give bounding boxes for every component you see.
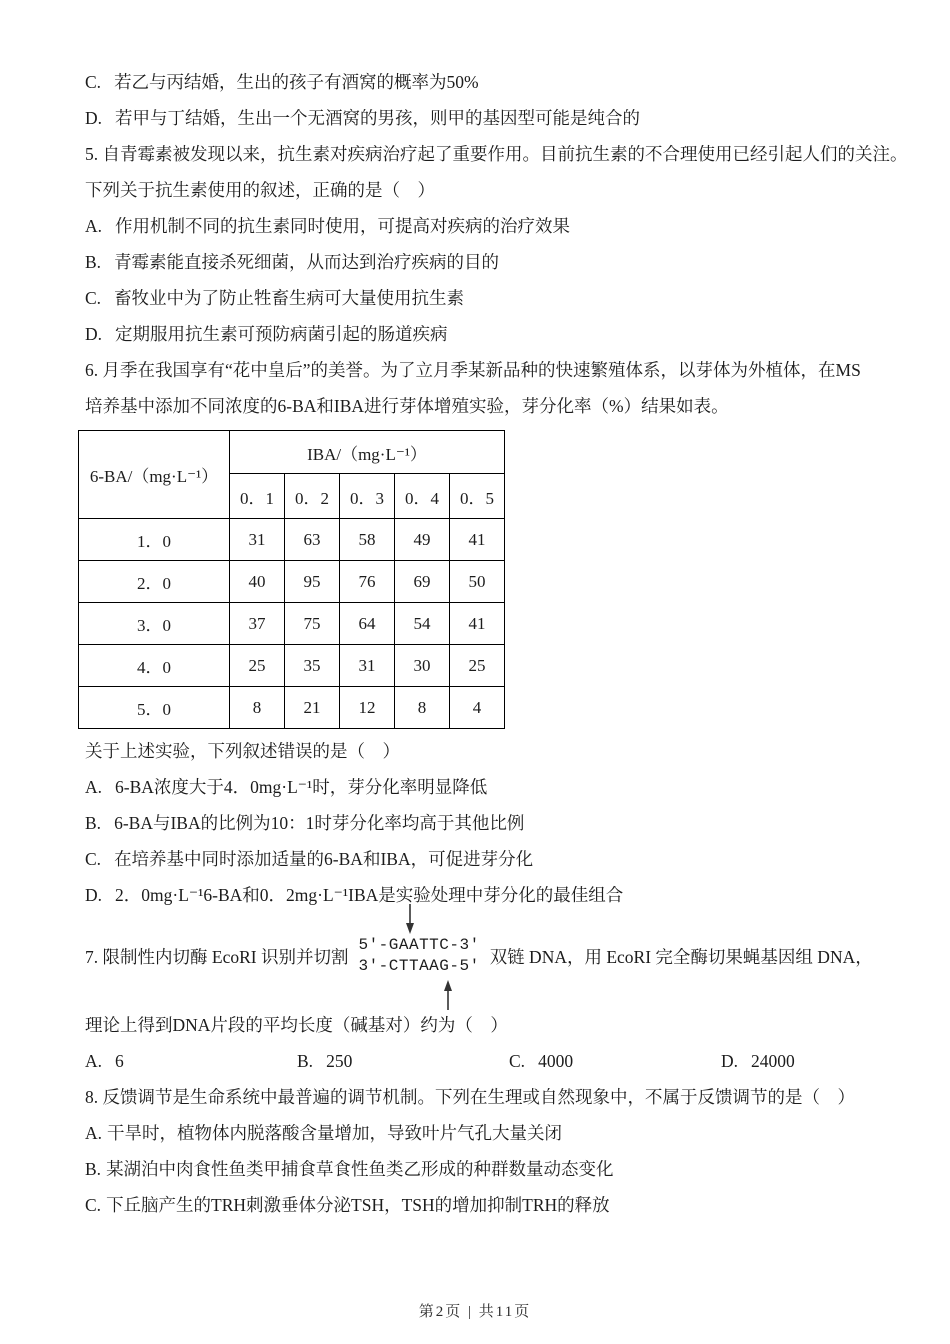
option-label: C. — [509, 1051, 526, 1071]
cut-site-arrow-up-icon — [442, 980, 454, 1010]
page-footer: 第2页 | 共11页 — [418, 1304, 532, 1320]
q8-stem: 8. 反馈调节是生命系统中最普遍的调节机制。下列在生理或自然现象中，不属于反馈调节的是（ ） — [85, 1087, 855, 1107]
q5-option-c — [85, 286, 880, 310]
cell-value: 35 — [285, 645, 340, 687]
option-label: C. — [85, 288, 102, 308]
cell-value: 64 — [340, 603, 395, 645]
option-label: C. — [85, 1195, 102, 1215]
option-text: 250 — [326, 1051, 353, 1071]
q5-stem-line-1: 5. 自青霉素被发现以来，抗生素对疾病治疗起了重要作用。目前抗生素的不合理使用已经引起人们的关注。 — [85, 144, 908, 164]
q6-option-a — [85, 775, 880, 799]
ecori-recognition-site — [358, 935, 479, 977]
table-col-header: 0．2 — [285, 474, 340, 519]
option-label: C. — [85, 72, 102, 92]
cell-value: 50 — [450, 561, 505, 603]
option-label: D. — [721, 1051, 739, 1071]
q5-option-d — [85, 322, 880, 346]
row-label: 4．0 — [79, 645, 230, 687]
row-label: 3．0 — [79, 603, 230, 645]
table-row — [79, 603, 505, 645]
q7-option-c — [509, 1049, 721, 1073]
option-label: D. — [85, 885, 103, 905]
table-col-header: 0．3 — [340, 474, 395, 519]
q7-pre-text: 7. 限制性内切酶 EcoRI 识别并切割 — [85, 946, 349, 967]
q4-option-d — [85, 106, 880, 130]
cell-value: 58 — [340, 519, 395, 561]
option-text: 畜牧业中为了防止牲畜生病可大量使用抗生素 — [114, 288, 465, 308]
row-label: 2．0 — [79, 561, 230, 603]
cut-site-arrow-down-icon — [404, 904, 416, 934]
option-text: 若乙与丙结婚，生出的孩子有酒窝的概率为50% — [114, 72, 479, 92]
dna-bottom-strand: 3′-CTTAAG-5′ — [358, 957, 480, 975]
option-label: B. — [85, 252, 102, 272]
cell-value: 31 — [340, 645, 395, 687]
q6-stem-line-1: 6. 月季在我国享有“花中皇后”的美誉。为了立月季某新品种的快速繁殖体系，以芽体为外植体，在MS — [85, 360, 861, 380]
table-row — [79, 561, 505, 603]
table-col-header: 0．5 — [450, 474, 505, 519]
q7-option-a — [85, 1049, 297, 1073]
q5-option-a — [85, 214, 880, 238]
option-text: 青霉素能直接杀死细菌，从而达到治疗疾病的目的 — [114, 252, 500, 272]
option-text: 若甲与丁结婚，生出一个无酒窝的男孩，则甲的基因型可能是纯合的 — [115, 108, 641, 128]
option-text: 定期服用抗生素可预防病菌引起的肠道疾病 — [115, 324, 448, 344]
cell-value: 12 — [340, 687, 395, 729]
table-row — [79, 687, 505, 729]
table-row — [79, 645, 505, 687]
cell-value: 76 — [340, 561, 395, 603]
cell-value: 41 — [450, 519, 505, 561]
option-label: A. — [85, 777, 103, 797]
option-label: D. — [85, 108, 103, 128]
dna-top-strand: 5′-GAATTC-3′ — [358, 936, 480, 954]
cell-value: 63 — [285, 519, 340, 561]
option-label: A. — [85, 1123, 103, 1143]
q5-option-b — [85, 250, 880, 274]
q8-option-b — [85, 1157, 880, 1181]
table-row-axis-label: 6-BA/（mg·L⁻¹） — [79, 431, 230, 519]
cell-value: 40 — [230, 561, 285, 603]
q6-option-d — [85, 883, 880, 907]
option-text: 6 — [115, 1051, 124, 1071]
option-label: B. — [297, 1051, 314, 1071]
cell-value: 25 — [230, 645, 285, 687]
cell-value: 41 — [450, 603, 505, 645]
cell-value: 75 — [285, 603, 340, 645]
option-label: A. — [85, 1051, 103, 1071]
q7-stem-line-2: 理论上得到DNA片段的平均长度（碱基对）约为（ ） — [85, 1015, 508, 1035]
q7-option-b — [297, 1049, 509, 1073]
cell-value: 8 — [230, 687, 285, 729]
option-label: B. — [85, 1159, 102, 1179]
q8-option-c — [85, 1193, 880, 1217]
cell-value: 37 — [230, 603, 285, 645]
q5-stem-line-2: 下列关于抗生素使用的叙述，正确的是（ ） — [85, 180, 435, 200]
option-text: 6-BA与IBA的比例为10：1时芽分化率均高于其他比例 — [114, 813, 525, 833]
cell-value: 49 — [395, 519, 450, 561]
option-text: 24000 — [751, 1051, 795, 1071]
row-label: 5．0 — [79, 687, 230, 729]
option-text: 下丘脑产生的TRH刺激垂体分泌TSH，TSH的增加抑制TRH的释放 — [106, 1195, 610, 1215]
cell-value: 54 — [395, 603, 450, 645]
cell-value: 8 — [395, 687, 450, 729]
option-text: 在培养基中同时添加适量的6-BA和IBA，可促进芽分化 — [114, 849, 534, 869]
row-label: 1．0 — [79, 519, 230, 561]
q7-option-d — [721, 1049, 795, 1073]
cell-value: 30 — [395, 645, 450, 687]
q7-options-row — [85, 1049, 880, 1073]
q8-option-a — [85, 1121, 880, 1145]
q6-post-table-stem: 关于上述实验，下列叙述错误的是（ ） — [85, 741, 400, 761]
table-col-header: 0．1 — [230, 474, 285, 519]
option-text: 作用机制不同的抗生素同时使用，可提高对疾病的治疗效果 — [115, 216, 571, 236]
q7-post-text: 双链 DNA，用 EcoRI 完全酶切果蝇基因组 DNA， — [489, 946, 873, 967]
cell-value: 69 — [395, 561, 450, 603]
q7-stem-line-1 — [85, 935, 880, 977]
q4-option-c — [85, 70, 880, 94]
shoot-differentiation-table — [78, 430, 505, 729]
cell-value: 4 — [450, 687, 505, 729]
option-label: D. — [85, 324, 103, 344]
q6-option-c — [85, 847, 880, 871]
option-label: C. — [85, 849, 102, 869]
option-text: 2．0mg·L⁻¹6-BA和0．2mg·L⁻¹IBA是实验处理中芽分化的最佳组合 — [115, 885, 624, 905]
cell-value: 25 — [450, 645, 505, 687]
option-text: 6-BA浓度大于4．0mg·L⁻¹时，芽分化率明显降低 — [115, 777, 488, 797]
table-col-axis-label: IBA/（mg·L⁻¹） — [230, 431, 505, 474]
q6-option-b — [85, 811, 880, 835]
option-text: 4000 — [538, 1051, 574, 1071]
option-label: A. — [85, 216, 103, 236]
cell-value: 21 — [285, 687, 340, 729]
option-text: 某湖泊中肉食性鱼类甲捕食草食性鱼类乙形成的种群数量动态变化 — [106, 1159, 614, 1179]
cell-value: 31 — [230, 519, 285, 561]
option-text: 干旱时，植物体内脱落酸含量增加，导致叶片气孔大量关闭 — [107, 1123, 563, 1143]
cell-value: 95 — [285, 561, 340, 603]
table-row — [79, 519, 505, 561]
table-col-header: 0．4 — [395, 474, 450, 519]
option-label: B. — [85, 813, 102, 833]
q6-stem-line-2: 培养基中添加不同浓度的6-BA和IBA进行芽体增殖实验，芽分化率（%）结果如表。 — [85, 396, 729, 416]
